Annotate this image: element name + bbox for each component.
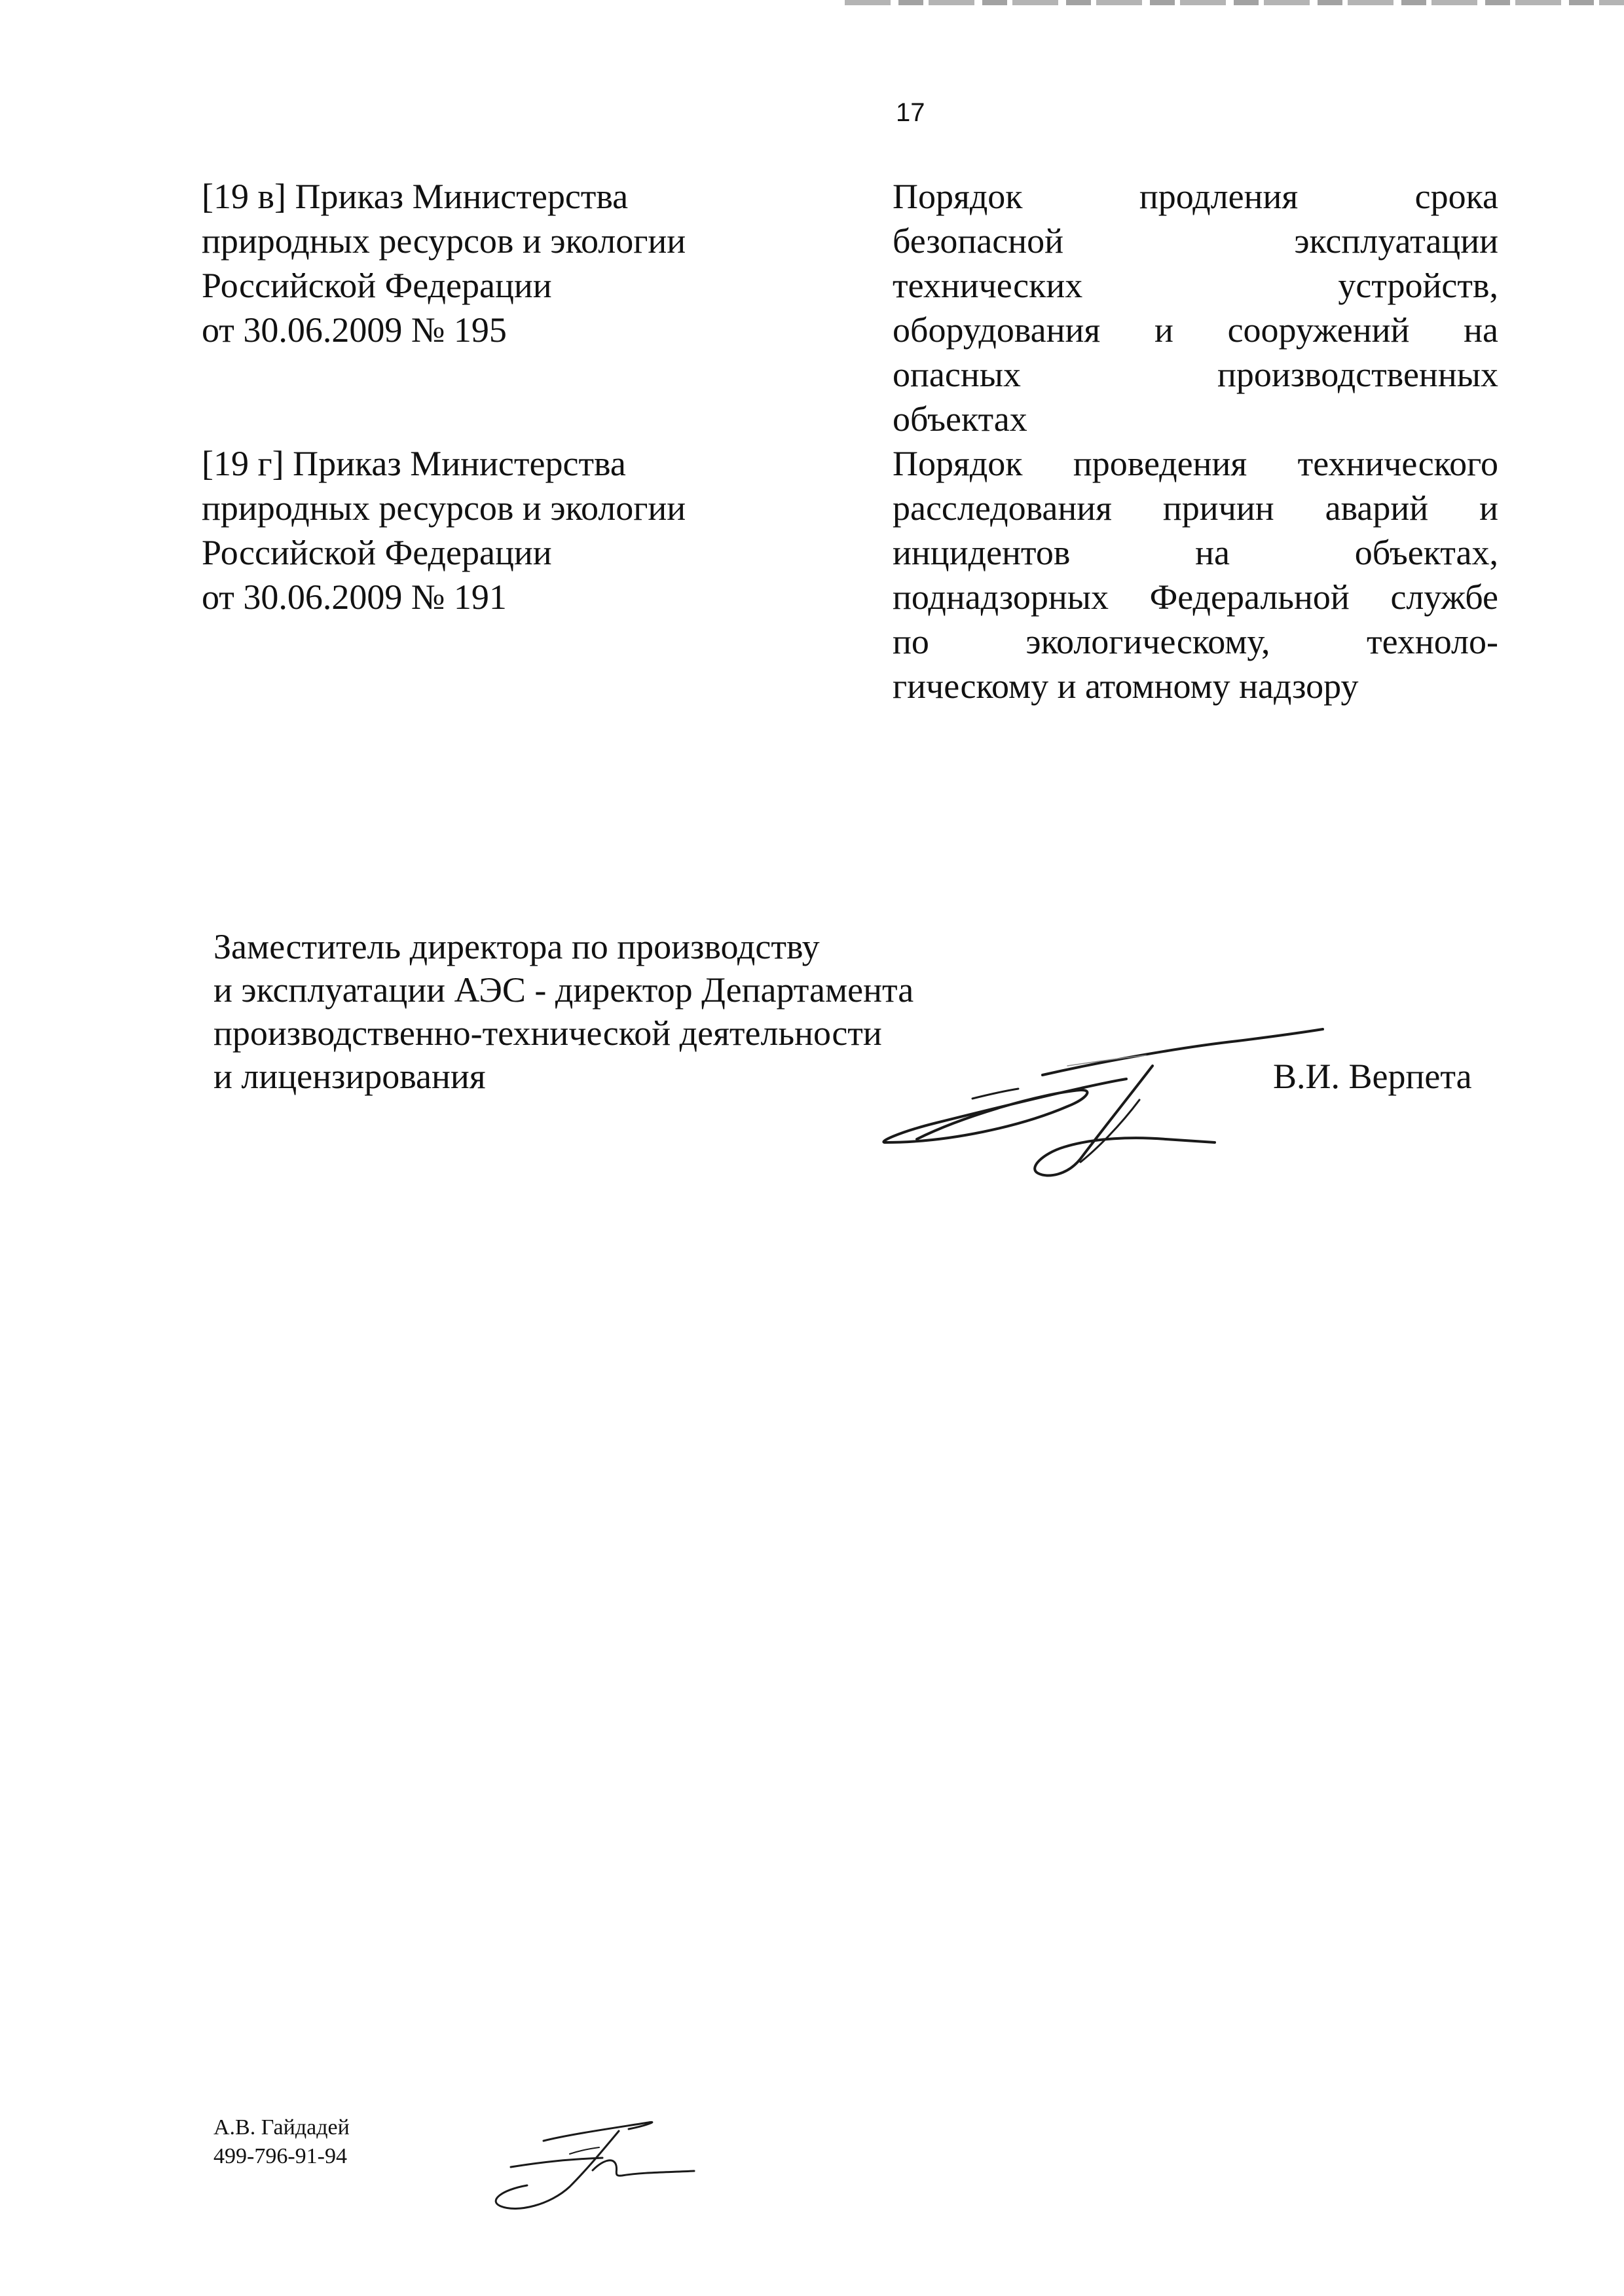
scan-edge-rule — [845, 0, 1624, 5]
signatory-position-line: и лицензирования — [213, 1057, 486, 1096]
word: технических — [893, 266, 1083, 305]
reference-source-line: природных ресурсов и экологии — [202, 221, 686, 261]
word: и — [1154, 310, 1173, 350]
reference-title-19g — [893, 441, 1498, 708]
reference-title-line — [893, 441, 1498, 486]
word: устройств, — [1338, 266, 1498, 305]
executor-contact — [213, 2113, 350, 2171]
reference-title-19v — [893, 174, 1498, 441]
word: поднадзорных — [893, 577, 1109, 617]
word: Порядок — [893, 444, 1023, 483]
reference-source-line: [19 г] Приказ Министерства — [202, 444, 626, 483]
word: причин — [1162, 488, 1274, 528]
reference-title-line — [893, 352, 1498, 397]
word: и — [1479, 488, 1498, 528]
executor-phone: 499-796-91-94 — [213, 2144, 347, 2168]
signatory-position — [213, 925, 913, 1098]
word: сооружений — [1227, 310, 1410, 350]
reference-title-line — [893, 219, 1498, 263]
page-number: 17 — [896, 98, 925, 127]
word: объектах, — [1354, 533, 1498, 572]
word: на — [1464, 310, 1498, 350]
word: инцидентов — [893, 533, 1071, 572]
handwritten-signature — [871, 1002, 1342, 1198]
reference-title-line — [893, 619, 1498, 664]
word: гическому и атомному надзору — [893, 666, 1359, 706]
word: техноло- — [1367, 622, 1498, 661]
reference-source-line: природных ресурсов и экологии — [202, 488, 686, 528]
word: по — [893, 622, 929, 661]
reference-title-line — [893, 308, 1498, 352]
signatory-name: В.И. Верпета — [1273, 1057, 1472, 1096]
word: экологическому, — [1025, 622, 1270, 661]
reference-source-19v — [202, 174, 791, 352]
word: аварий — [1325, 488, 1429, 528]
word: опасных — [893, 355, 1022, 394]
reference-title-line — [893, 174, 1498, 219]
signatory-position-line: Заместитель директора по производству — [213, 927, 820, 966]
word: безопасной — [893, 221, 1064, 261]
reference-title-line — [893, 263, 1498, 308]
reference-source-line: от 30.06.2009 № 195 — [202, 310, 507, 350]
reference-source-line: Российской Федерации — [202, 533, 552, 572]
handwritten-initials — [471, 2115, 720, 2219]
word: расследования — [893, 488, 1112, 528]
word: производственных — [1217, 355, 1498, 394]
reference-title-line — [893, 486, 1498, 530]
word: технического — [1297, 444, 1498, 483]
reference-source-line: Российской Федерации — [202, 266, 552, 305]
reference-source-line: [19 в] Приказ Министерства — [202, 177, 629, 216]
word: службе — [1390, 577, 1498, 617]
word: Федеральной — [1149, 577, 1350, 617]
signatory-position-line: и эксплуатации АЭС - директор Департамента — [213, 970, 914, 1010]
reference-title-line — [893, 664, 1498, 708]
reference-title-line — [893, 575, 1498, 619]
reference-source-line: от 30.06.2009 № 191 — [202, 577, 507, 617]
reference-title-line — [893, 397, 1498, 441]
signatory-position-line: производственно-технической деятельности — [213, 1013, 882, 1053]
word: оборудования — [893, 310, 1101, 350]
word: проведения — [1073, 444, 1247, 483]
reference-source-19g — [202, 441, 791, 619]
word: срока — [1414, 177, 1498, 216]
reference-title-line — [893, 530, 1498, 575]
word: продления — [1139, 177, 1299, 216]
word: на — [1195, 533, 1230, 572]
word: эксплуатации — [1294, 221, 1498, 261]
executor-name: А.В. Гайдадей — [213, 2115, 350, 2140]
word: объектах — [893, 399, 1027, 439]
word: Порядок — [893, 177, 1023, 216]
